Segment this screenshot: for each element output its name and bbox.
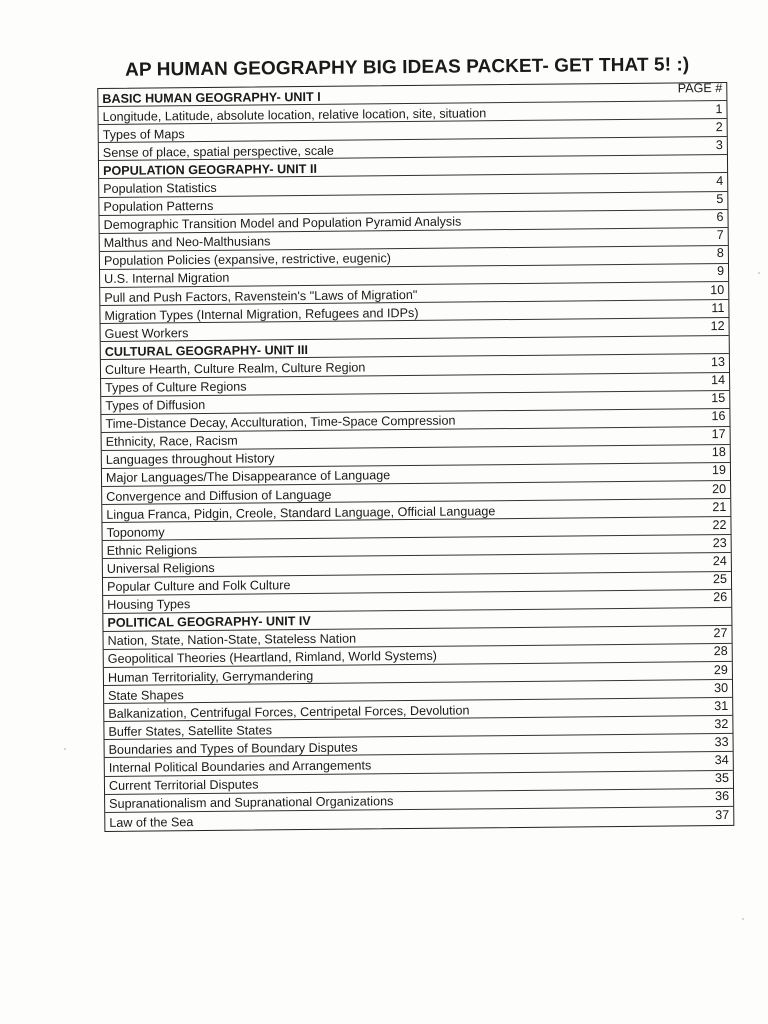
page-number-cell: 18 [711, 445, 726, 460]
topic-cell: Culture Hearth, Culture Realm, Culture Region [104, 360, 366, 377]
page-number-cell: 36 [715, 789, 730, 804]
topic-cell: Lingua Franca, Pidgin, Creole, Standard Language, Official Language [106, 503, 496, 522]
page-number-cell [663, 169, 727, 173]
topic-cell: Popular Culture and Folk Culture [106, 578, 291, 594]
document-title: AP HUMAN GEOGRAPHY BIG IDEAS PACKET- GET THAT 5! :) [124, 54, 690, 81]
topic-cell: Supranationalism and Supranational Organizations [109, 794, 394, 812]
page-number-cell: 22 [712, 517, 727, 532]
topic-cell: Ethnicity, Race, Racism [105, 433, 238, 450]
page-number-cell: 34 [714, 752, 729, 768]
topic-cell: Geopolitical Theories (Heartland, Rimland, World Systems) [107, 649, 438, 667]
topic-cell: Internal Political Boundaries and Arrangements [108, 758, 372, 775]
topic-cell: Buffer States, Satellite States [108, 723, 273, 739]
page-number-cell: 26 [713, 590, 728, 605]
page-number-cell: 14 [711, 372, 726, 388]
page-number-cell: 1 [715, 101, 723, 116]
unit-title: POPULATION GEOGRAPHY- UNIT II [102, 161, 317, 178]
page-number-cell: 29 [713, 662, 728, 677]
topic-cell: Major Languages/The Disappearance of Language [105, 468, 391, 486]
document [97, 54, 734, 832]
page-number-cell [665, 350, 729, 354]
page-number-cell: 15 [711, 391, 726, 406]
topic-cell: Population Policies (expansive, restrictive, eugenic) [103, 251, 391, 269]
topic-cell: Migration Types (Internal Migration, Refugees and IDPs) [104, 305, 419, 323]
topic-cell: Population Patterns [103, 198, 214, 215]
page-number-cell: 19 [711, 463, 727, 478]
page-number-cell: 31 [714, 698, 729, 713]
topic-cell: U.S. Internal Migration [104, 271, 230, 287]
page-number-cell: 12 [710, 318, 725, 333]
page-number-cell: 9 [716, 264, 725, 279]
page-number-cell: 37 [715, 808, 730, 823]
topic-cell: Types of Culture Regions [105, 379, 247, 395]
topic-cell: Convergence and Diffusion of Language [106, 487, 332, 504]
page-number-cell: 5 [716, 192, 724, 207]
page-number-cell: 30 [713, 680, 729, 695]
topic-cell: Sense of place, spatial perspective, scale [102, 143, 334, 160]
topic-cell: Universal Religions [106, 560, 215, 576]
page-number-cell: 23 [712, 535, 727, 550]
topic-cell: Pull and Push Factors, Ravenstein's "Laws of Migration" [104, 287, 418, 305]
page-number-cell: 6 [716, 210, 724, 225]
topic-cell: State Shapes [108, 687, 184, 703]
topic-cell: Types of Maps [102, 126, 185, 142]
topic-cell: Balkanization, Centrifugal Forces, Centripetal Forces, Devolution [108, 703, 470, 721]
topic-cell: Population Statistics [103, 180, 217, 196]
topic-cell: Demographic Transition Model and Population Pyramid Analysis [103, 214, 462, 233]
page-number-cell: 20 [712, 481, 727, 496]
topic-cell: Types of Diffusion [105, 398, 206, 414]
page-number-cell: 7 [716, 228, 724, 243]
topic-cell: Time-Distance Decay, Acculturation, Time-Space Compression [105, 413, 456, 432]
page-number-cell: 17 [711, 427, 726, 442]
page-number-cell: 25 [712, 572, 728, 587]
scan-speck [742, 918, 744, 920]
topic-cell: Law of the Sea [109, 815, 194, 831]
topic-cell: Current Territorial Disputes [108, 777, 259, 793]
scan-speck [64, 748, 66, 750]
topic-cell: Guest Workers [104, 325, 189, 341]
page-number-cell: 21 [712, 499, 727, 514]
page-number-cell [667, 622, 731, 626]
page-number-cell: 28 [713, 644, 728, 659]
topic-cell: Human Territoriality, Gerrymandering [107, 668, 314, 685]
topic-cell: Nation, State, Nation-State, Stateless Nation [107, 631, 357, 649]
unit-title: POLITICAL GEOGRAPHY- UNIT IV [107, 614, 311, 631]
unit-title: CULTURAL GEOGRAPHY- UNIT III [104, 342, 308, 359]
page-number-cell: 11 [711, 300, 725, 315]
page-number-cell: 2 [715, 119, 723, 134]
table-of-contents [97, 82, 734, 832]
page-number-cell: 27 [713, 626, 728, 641]
page-number-cell: 8 [716, 246, 724, 261]
page-column-header: PAGE # [677, 80, 723, 95]
topic-cell: Ethnic Religions [106, 542, 198, 558]
topic-cell: Longitude, Latitude, absolute location, relative location, site, situation [102, 105, 487, 124]
topic-cell: Languages throughout History [105, 451, 275, 468]
topic-cell: Malthus and Neo-Malthusians [103, 234, 271, 251]
page-number-cell: 33 [714, 734, 729, 749]
page-number-cell: 16 [711, 409, 726, 424]
page-number-cell: 35 [714, 771, 729, 786]
topic-cell: Boundaries and Types of Boundary Disputes [108, 740, 358, 757]
scan-speck [758, 272, 760, 274]
page-number-cell: 4 [716, 173, 724, 189]
page-number-cell: 10 [710, 282, 725, 297]
page-number-cell: 3 [715, 137, 723, 152]
page-number-cell: 32 [714, 716, 729, 731]
topic-cell: Housing Types [107, 597, 191, 613]
page-number-cell: 24 [712, 553, 727, 569]
topic-cell: Toponomy [106, 525, 165, 540]
page-number-cell: 13 [710, 354, 725, 370]
unit-title: BASIC HUMAN GEOGRAPHY- UNIT I [102, 89, 321, 106]
